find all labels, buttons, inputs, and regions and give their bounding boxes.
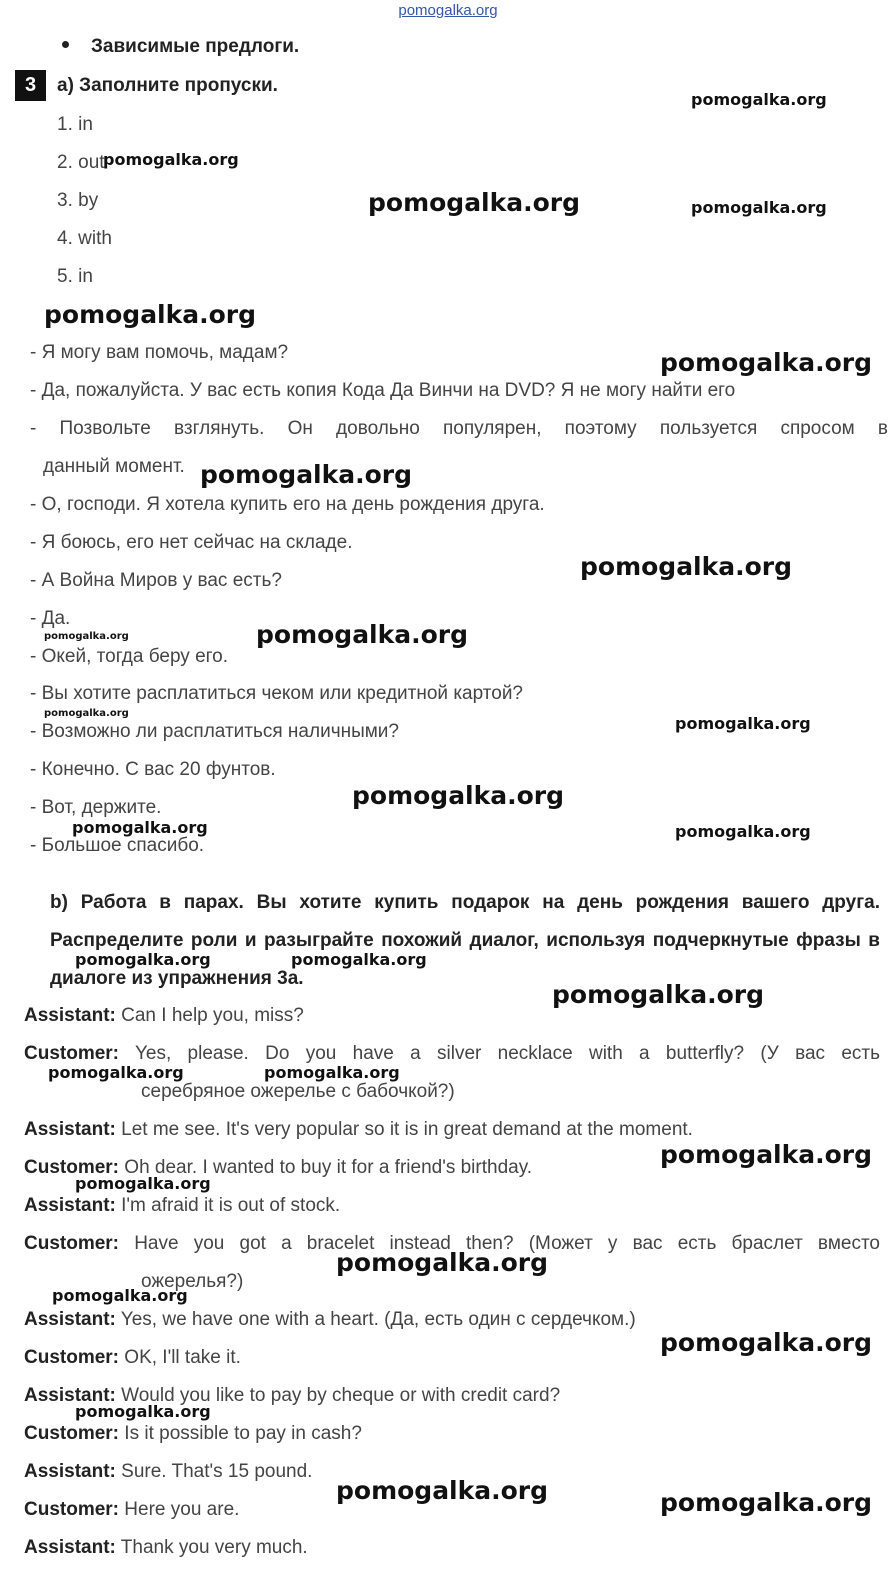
speaker-line: Would you like to pay by cheque or with credit card? xyxy=(121,1385,561,1406)
site-header-link[interactable]: pomogalka.org xyxy=(398,2,498,19)
speaker-label: Assistant: xyxy=(24,1385,116,1406)
dialogue-ru-line: - Окей, тогда беру его. xyxy=(30,646,229,667)
speaker-line: Yes, we have one with a heart. (Да, есть один с сердечком.) xyxy=(120,1309,636,1330)
dialogue-ru-line: - Я боюсь, его нет сейчас на складе. xyxy=(30,532,353,553)
answer-item: 5. in xyxy=(57,266,93,287)
speaker-line: Yes, please. Do you have a silver necklace with a butterfly? (У вас есть xyxy=(134,1043,881,1064)
speaker-line: I'm afraid it is out of stock. xyxy=(121,1195,341,1216)
dialogue-ru-line: данный момент. xyxy=(43,456,185,477)
answer-item: 2. out xyxy=(57,152,105,173)
part-a-title: a) Заполните пропуски. xyxy=(57,75,278,96)
watermark: pomogalka.org xyxy=(336,1476,549,1505)
speaker-line: OK, I'll take it. xyxy=(124,1347,241,1368)
watermark: pomogalka.org xyxy=(52,1286,188,1305)
speaker-line: Oh dear. I wanted to buy it for a friend's birthday. xyxy=(124,1157,533,1178)
watermark: pomogalka.org xyxy=(368,188,581,217)
speaker-label: Customer: xyxy=(24,1043,120,1064)
dialogue-ru-line: - Возможно ли расплатиться наличными? xyxy=(30,721,399,742)
dialogue-ru-line: - Вот, держите. xyxy=(30,797,162,818)
watermark: pomogalka.org xyxy=(48,1063,184,1082)
watermark: pomogalka.org xyxy=(75,1402,211,1421)
speaker-label: Customer: xyxy=(24,1423,120,1444)
dialogue-ru-line: - О, господи. Я хотела купить его на день рождения друга. xyxy=(30,494,545,515)
dialogue-en-line xyxy=(24,1309,636,1331)
dialogue-ru-line: - Позвольте взглянуть. Он довольно популярен, поэтому пользуется спросом в xyxy=(30,418,888,439)
dialogue-en-line xyxy=(24,1005,304,1027)
watermark: pomogalka.org xyxy=(660,1140,873,1169)
watermark: pomogalka.org xyxy=(264,1063,400,1082)
dialogue-ru-line: - Конечно. С вас 20 фунтов. xyxy=(30,759,276,780)
watermark: pomogalka.org xyxy=(336,1248,549,1277)
dialogue-en-continuation: ожерелья?) xyxy=(141,1271,244,1292)
watermark: pomogalka.org xyxy=(691,90,827,109)
watermark: pomogalka.org xyxy=(72,818,208,837)
bullet-icon xyxy=(62,41,69,48)
exercise-number: 3 xyxy=(15,70,46,101)
watermark: pomogalka.org xyxy=(660,1328,873,1357)
watermark: pomogalka.org xyxy=(200,460,413,489)
dialogue-en-continuation: серебряное ожерелье с бабочкой?) xyxy=(141,1081,455,1102)
watermark: pomogalka.org xyxy=(256,620,469,649)
watermark: pomogalka.org xyxy=(103,150,239,169)
watermark: pomogalka.org xyxy=(580,552,793,581)
speaker-label: Assistant: xyxy=(24,1537,116,1558)
speaker-label: Customer: xyxy=(24,1157,120,1178)
speaker-label: Assistant: xyxy=(24,1005,116,1026)
speaker-label: Assistant: xyxy=(24,1461,116,1482)
watermark: pomogalka.org xyxy=(352,781,565,810)
dialogue-en-line xyxy=(24,1461,312,1483)
watermark: pomogalka.org xyxy=(44,708,129,719)
answer-item: 4. with xyxy=(57,228,112,249)
speaker-label: Assistant: xyxy=(24,1195,116,1216)
dialogue-en-line xyxy=(24,1043,880,1065)
watermark: pomogalka.org xyxy=(660,348,873,377)
speaker-label: Customer: xyxy=(24,1347,120,1368)
dialogue-ru-line: - Вы хотите расплатиться чеком или кредитной картой? xyxy=(30,683,523,704)
dialogue-ru-line: - Да, пожалуйста. У вас есть копия Кода Да Винчи на DVD? Я не могу найти его xyxy=(30,380,736,401)
speaker-line: Is it possible to pay in cash? xyxy=(124,1423,362,1444)
speaker-line: Thank you very much. xyxy=(120,1537,308,1558)
dialogue-en-line xyxy=(24,1119,693,1141)
dialogue-ru-line: - Большое спасибо. xyxy=(30,835,205,856)
section-heading xyxy=(62,36,299,58)
watermark: pomogalka.org xyxy=(660,1488,873,1517)
dialogue-ru-line: - А Война Миров у вас есть? xyxy=(30,570,282,591)
speaker-label: Assistant: xyxy=(24,1309,116,1330)
dialogue-en-line xyxy=(24,1347,241,1369)
answer-item: 1. in xyxy=(57,114,93,135)
dialogue-ru-line: - Да. xyxy=(30,608,71,629)
dialogue-en-line xyxy=(24,1499,239,1521)
speaker-line: Let me see. It's very popular so it is in great demand at the moment. xyxy=(121,1119,693,1140)
watermark: pomogalka.org xyxy=(291,950,427,969)
speaker-line: Have you got a bracelet instead then? (Может у вас есть браслет вместо xyxy=(134,1233,881,1254)
dialogue-ru-line: - Я могу вам помочь, мадам? xyxy=(30,342,289,363)
speaker-line: Can I help you, miss? xyxy=(121,1005,304,1026)
watermark: pomogalka.org xyxy=(44,631,129,642)
watermark: pomogalka.org xyxy=(552,980,765,1009)
watermark: pomogalka.org xyxy=(44,300,257,329)
speaker-label: Customer: xyxy=(24,1499,120,1520)
dialogue-en-line xyxy=(24,1537,308,1559)
speaker-label: Assistant: xyxy=(24,1119,116,1140)
watermark: pomogalka.org xyxy=(75,1174,211,1193)
speaker-line: Sure. That's 15 pound. xyxy=(121,1461,313,1482)
watermark: pomogalka.org xyxy=(75,950,211,969)
answer-item: 3. by xyxy=(57,190,99,211)
dialogue-en-line xyxy=(24,1423,362,1445)
dialogue-en-line xyxy=(24,1195,340,1217)
watermark: pomogalka.org xyxy=(675,714,811,733)
section-heading-text: Зависимые предлоги. xyxy=(91,36,300,57)
watermark: pomogalka.org xyxy=(675,822,811,841)
part-b-instructions: b) Работа в парах. Вы хотите купить подарок на день рождения вашего друга. Распределите роли и разыграйте похожий диалог, используя подчеркнутые фразы в диалоге из упражнения 3а. xyxy=(50,892,880,989)
speaker-line: Here you are. xyxy=(124,1499,240,1520)
watermark: pomogalka.org xyxy=(691,198,827,217)
speaker-label: Customer: xyxy=(24,1233,120,1254)
